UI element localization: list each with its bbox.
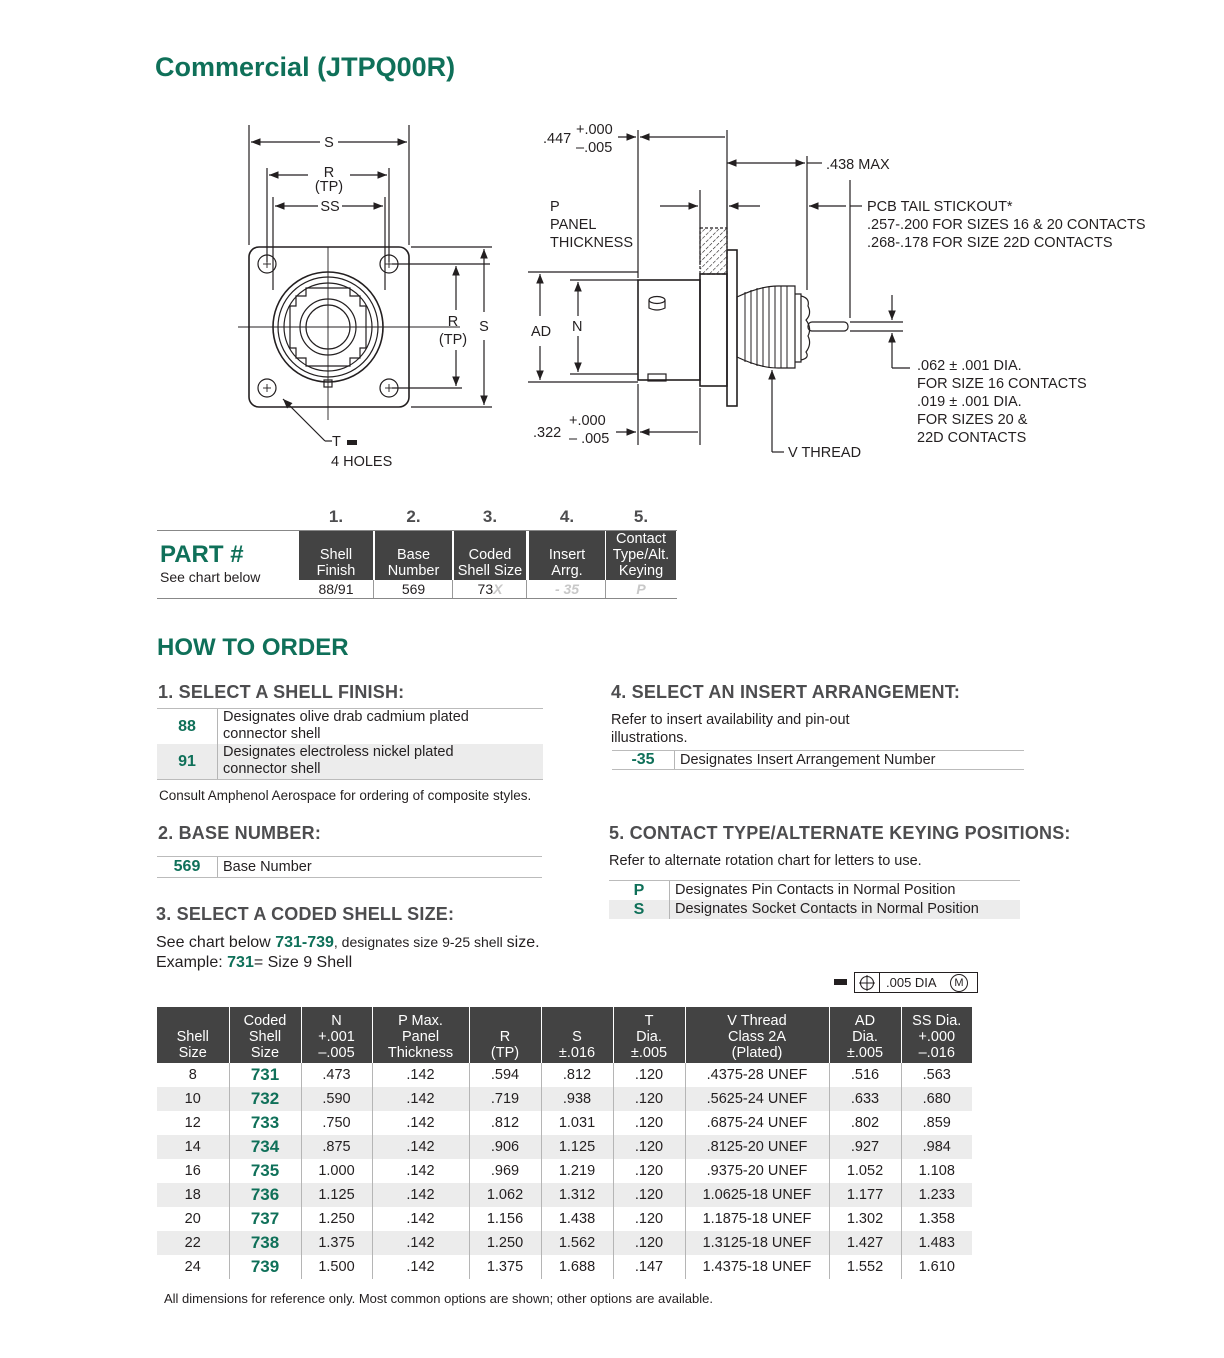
- dim-label: (TP): [438, 332, 468, 348]
- table-cell: 1.062: [469, 1183, 541, 1207]
- dim-label: R: [447, 314, 459, 330]
- header-n: N +.001 –.005: [301, 1007, 372, 1063]
- table-cell: 1.000: [301, 1159, 372, 1183]
- list-item: P Designates Pin Contacts in Normal Position: [633, 881, 956, 899]
- table-cell: .563: [922, 1067, 951, 1083]
- table-cell: 16: [157, 1159, 229, 1183]
- table-cell: .633: [829, 1087, 901, 1111]
- table-header-row: [157, 1007, 972, 1063]
- dim-label: SS: [320, 199, 340, 215]
- table-cell: 1.233: [901, 1183, 972, 1207]
- table-cell: 1.438: [541, 1207, 613, 1231]
- table-cell: 734: [229, 1135, 301, 1159]
- dim-label: S: [324, 135, 334, 151]
- table-row: [157, 1183, 972, 1207]
- dim-label: PCB TAIL STICKOUT*: [867, 199, 1013, 215]
- table-row: [157, 1255, 972, 1279]
- table-cell: .516: [829, 1063, 901, 1087]
- divider: [157, 779, 543, 780]
- dim-label: +.000: [569, 413, 606, 429]
- part-col-number: 4.: [559, 507, 575, 526]
- table-cell: .5625-24 UNEF: [685, 1087, 829, 1111]
- part-sublabel: See chart below: [160, 569, 261, 585]
- table-row: [157, 1231, 972, 1255]
- header-coded-shell-size: Coded Shell Size: [229, 1007, 301, 1063]
- table-cell: .120: [613, 1087, 685, 1111]
- table-cell: .120: [613, 1183, 685, 1207]
- table-cell: .906: [469, 1135, 541, 1159]
- table-cell: 1.125: [301, 1183, 372, 1207]
- part-value: 569: [375, 580, 453, 598]
- table-cell: 8: [157, 1063, 229, 1087]
- table-cell: .875: [301, 1135, 372, 1159]
- part-col-coded-shell-size: Coded Shell Size: [454, 531, 526, 580]
- part-col-shell-finish: Shell Finish: [299, 531, 373, 580]
- table-cell: 735: [229, 1159, 301, 1183]
- table-cell: 1.156: [469, 1207, 541, 1231]
- table-cell: 736: [229, 1183, 301, 1207]
- table-cell: .859: [922, 1115, 951, 1131]
- table-cell: 1.0625-18 UNEF: [685, 1183, 829, 1207]
- position-icon: [855, 973, 880, 992]
- table-row: [157, 1063, 972, 1087]
- table-cell: 738: [229, 1231, 301, 1255]
- list-item: 88 Designates olive drab cadmium plated connector shell: [178, 709, 469, 742]
- part-value-ghost: - 35: [529, 580, 606, 598]
- part-col-number: 3.: [482, 507, 498, 526]
- table-cell: 1.250: [469, 1231, 541, 1255]
- part-label: PART #: [160, 541, 244, 568]
- side-view: [528, 130, 910, 452]
- header-s: S ±.016: [541, 1007, 613, 1063]
- table-cell: .802: [829, 1111, 901, 1135]
- table-cell: .719: [469, 1087, 541, 1111]
- table-cell: .680: [901, 1087, 972, 1111]
- table-cell: .984: [901, 1135, 972, 1159]
- table-cell: .594: [469, 1063, 541, 1087]
- table-cell: .120: [613, 1207, 685, 1231]
- header-p-max: P Max. Panel Thickness: [372, 1007, 469, 1063]
- table-cell: 1.052: [829, 1159, 901, 1183]
- dim-label: PANEL: [550, 217, 597, 233]
- table-row: [157, 1159, 972, 1183]
- dim-label: .322: [533, 425, 562, 441]
- dimensions-table: [157, 1007, 972, 1279]
- table-cell: .120: [613, 1111, 685, 1135]
- part-col-insert-arrg: Insert Arrg.: [529, 531, 605, 580]
- front-view: [238, 125, 492, 441]
- insert-intro: illustrations.: [611, 730, 688, 746]
- dim-label: 22D CONTACTS: [917, 430, 1027, 446]
- table-cell: 10: [157, 1087, 229, 1111]
- dim-label: .447: [543, 131, 572, 147]
- dim-label: .268-.178 FOR SIZE 22D CONTACTS: [867, 235, 1113, 251]
- dim-label: +.000: [576, 122, 613, 138]
- page-title: Commercial (JTPQ00R): [155, 52, 456, 82]
- table-cell: 732: [229, 1087, 301, 1111]
- insert-intro: Refer to insert availability and pin-out: [611, 712, 850, 728]
- part-col-contact-type: Contact Type/Alt. Keying: [606, 531, 676, 580]
- table-cell: 1.312: [541, 1183, 613, 1207]
- datum-mark: [834, 979, 847, 985]
- list-item: 91 Designates electroless nickel plated connector shell: [157, 744, 543, 779]
- table-cell: .142: [372, 1255, 469, 1279]
- datum-mark: [347, 440, 357, 445]
- table-row: [157, 1207, 972, 1231]
- table-cell: 1.125: [541, 1135, 613, 1159]
- table-cell: 1.177: [829, 1183, 901, 1207]
- table-cell: 731: [229, 1063, 301, 1087]
- part-rule-bottom: [157, 598, 677, 599]
- header-r: R (TP): [469, 1007, 541, 1063]
- table-cell: 733: [229, 1111, 301, 1135]
- part-col-number: 2.: [406, 507, 421, 526]
- shell-example: Example: 731= Size 9 Shell: [156, 954, 353, 971]
- table-cell: 1.219: [541, 1159, 613, 1183]
- dim-label: .019 ± .001 DIA.: [917, 394, 1022, 410]
- table-cell: .927: [829, 1135, 901, 1159]
- how-to-order-heading: HOW TO ORDER: [157, 634, 349, 661]
- dim-label: FOR SIZE 16 CONTACTS: [917, 376, 1087, 392]
- mmc-modifier: M: [950, 974, 968, 992]
- divider: [612, 769, 1024, 770]
- part-value-ghost: P: [636, 581, 646, 597]
- table-cell: .750: [301, 1111, 372, 1135]
- table-cell: 18: [157, 1183, 229, 1207]
- dim-label: FOR SIZES 20 &: [917, 412, 1028, 428]
- table-cell: .142: [372, 1063, 469, 1087]
- table-cell: .812: [541, 1063, 613, 1087]
- contact-intro: Refer to alternate rotation chart for letters to use.: [609, 853, 922, 869]
- section-heading-contact: 5. CONTACT TYPE/ALTERNATE KEYING POSITIONS:: [609, 823, 1071, 843]
- table-cell: .473: [301, 1063, 372, 1087]
- table-cell: 1.375: [301, 1231, 372, 1255]
- table-cell: 1.250: [301, 1207, 372, 1231]
- table-cell: .8125-20 UNEF: [685, 1135, 829, 1159]
- dim-label: S: [479, 319, 489, 335]
- table-cell: 1.3125-18 UNEF: [685, 1231, 829, 1255]
- table-cell: 22: [157, 1231, 229, 1255]
- dim-label: N: [572, 319, 583, 335]
- table-cell: .938: [541, 1087, 613, 1111]
- table-cell: .120: [613, 1063, 685, 1087]
- table-cell: .120: [613, 1159, 685, 1183]
- dim-label: P: [550, 199, 560, 215]
- list-item: 569 Base Number: [173, 858, 312, 875]
- section-heading-insert: 4. SELECT AN INSERT ARRANGEMENT:: [611, 682, 961, 702]
- table-cell: 1.610: [918, 1259, 955, 1275]
- table-cell: .120: [613, 1231, 685, 1255]
- table-cell: 1.500: [301, 1255, 372, 1279]
- table-cell: .812: [469, 1111, 541, 1135]
- table-cell: .142: [372, 1207, 469, 1231]
- table-cell: 1.552: [829, 1255, 901, 1279]
- finish-note: Consult Amphenol Aerospace for ordering of composite styles.: [159, 788, 532, 803]
- footnote: All dimensions for reference only. Most common options are shown; other options are available.: [164, 1291, 713, 1306]
- part-value: 73X: [454, 580, 527, 598]
- dim-label: V THREAD: [788, 445, 862, 461]
- part-col-base-number: Base Number: [375, 531, 452, 580]
- tolerance-value: .005 DIA: [886, 975, 937, 990]
- table-cell: .4375-28 UNEF: [685, 1063, 829, 1087]
- table-cell: 1.108: [918, 1163, 955, 1179]
- dim-label: .438 MAX: [826, 157, 890, 173]
- table-row: [157, 1135, 972, 1159]
- divider: [157, 877, 542, 878]
- table-cell: .969: [469, 1159, 541, 1183]
- dim-label: T: [332, 434, 341, 450]
- dim-label: THICKNESS: [550, 235, 633, 251]
- table-cell: .142: [372, 1135, 469, 1159]
- table-cell: .142: [372, 1231, 469, 1255]
- part-col-number: 1.: [328, 507, 344, 526]
- table-cell: 1.427: [829, 1231, 901, 1255]
- table-cell: 1.688: [541, 1255, 613, 1279]
- dim-label: – .005: [569, 431, 610, 447]
- table-cell: .142: [372, 1159, 469, 1183]
- header-ad: AD Dia. ±.005: [829, 1007, 901, 1063]
- table-cell: 20: [157, 1207, 229, 1231]
- table-cell: .590: [301, 1087, 372, 1111]
- header-t: T Dia. ±.005: [613, 1007, 685, 1063]
- part-value: 88/91: [299, 580, 374, 598]
- table-cell: .142: [372, 1087, 469, 1111]
- table-cell: 1.031: [541, 1111, 613, 1135]
- table-cell: 1.4375-18 UNEF: [685, 1255, 829, 1279]
- header-ss: SS Dia. +.000 –.016: [901, 1007, 972, 1063]
- dim-label: 4 HOLES: [331, 454, 393, 470]
- table-cell: .120: [613, 1135, 685, 1159]
- table-row: [157, 1111, 972, 1135]
- table-cell: 14: [157, 1135, 229, 1159]
- table-cell: 12: [157, 1111, 229, 1135]
- header-v-thread: V Thread Class 2A (Plated): [685, 1007, 829, 1063]
- table-row: [157, 1087, 972, 1111]
- list-item: S Designates Socket Contacts in Normal Position: [609, 900, 1020, 919]
- table-cell: 1.302: [829, 1207, 901, 1231]
- shell-description: See chart below 731-739, designates size 9-25 shell size.: [156, 934, 540, 951]
- table-cell: 737: [229, 1207, 301, 1231]
- table-cell: 1.375: [469, 1255, 541, 1279]
- dim-label: (TP): [314, 179, 344, 195]
- dim-label: –.005: [576, 140, 613, 156]
- dim-label: .062 ± .001 DIA.: [917, 358, 1022, 374]
- table-cell: .142: [372, 1183, 469, 1207]
- dim-label: .257-.200 FOR SIZES 16 & 20 CONTACTS: [867, 217, 1146, 233]
- table-cell: .147: [613, 1255, 685, 1279]
- header-shell-size: Shell Size: [157, 1007, 229, 1063]
- section-heading-base: 2. BASE NUMBER:: [158, 823, 322, 843]
- section-heading-shell: 3. SELECT A CODED SHELL SIZE:: [156, 904, 455, 924]
- table-cell: 1.562: [541, 1231, 613, 1255]
- table-cell: .9375-20 UNEF: [685, 1159, 829, 1183]
- table-cell: 1.483: [901, 1231, 972, 1255]
- section-heading-finish: 1. SELECT A SHELL FINISH:: [158, 682, 405, 702]
- table-cell: 739: [229, 1255, 301, 1279]
- list-item: -35 Designates Insert Arrangement Number: [631, 751, 936, 768]
- table-cell: .6875-24 UNEF: [685, 1111, 829, 1135]
- connector-drawing: [0, 0, 1224, 500]
- dim-label: AD: [531, 324, 552, 340]
- table-cell: 1.358: [918, 1211, 955, 1227]
- table-cell: 24: [157, 1255, 229, 1279]
- tolerance-frame: [854, 972, 978, 993]
- dim-label: R: [323, 165, 335, 181]
- table-cell: 1.1875-18 UNEF: [685, 1207, 829, 1231]
- part-col-number: 5.: [633, 507, 649, 526]
- table-cell: .142: [372, 1111, 469, 1135]
